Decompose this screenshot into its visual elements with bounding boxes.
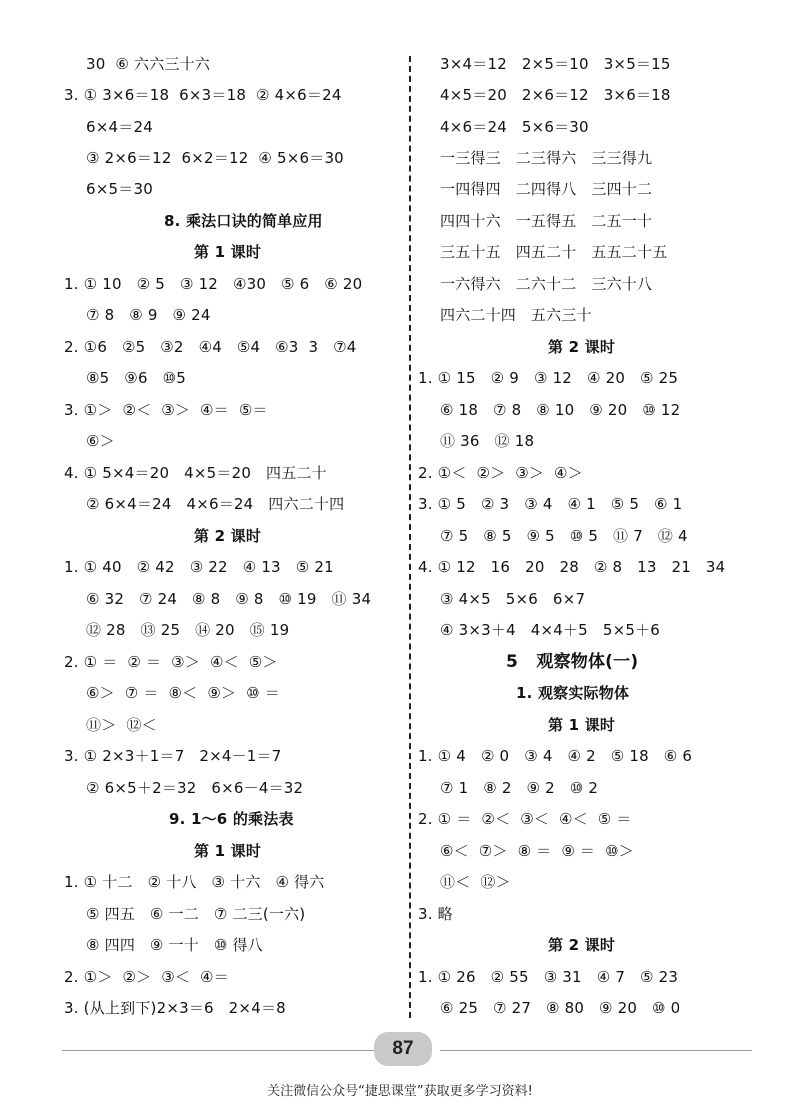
right-answer-line: 3. 略 [418,905,453,923]
left-answer-line: 6×5＝30 [86,180,153,198]
footer-note: 关注微信公众号“捷思课堂”获取更多学习资料! [267,1084,533,1099]
right-answer-line: 4×6＝24 5×6＝30 [440,118,589,136]
left-section-heading: 第 2 课时 [194,527,262,545]
right-answer-line: ⑥＜ ⑦＞ ⑧ ＝ ⑨ ＝ ⑩＞ [440,842,634,860]
left-answer-line: 3. ①＞ ②＜ ③＞ ④＝ ⑤＝ [64,401,268,419]
left-answer-line: ② 6×4＝24 4×6＝24 四六二十四 [86,495,345,513]
right-section-heading: 第 2 课时 [548,936,616,954]
left-answer-line: ⑥＞ [86,432,115,450]
right-section-heading: 第 1 课时 [548,716,616,734]
left-answer-line: ⑥ 32 ⑦ 24 ⑧ 8 ⑨ 8 ⑩ 19 ⑪ 34 [86,590,372,608]
right-answer-line: 1. ① 4 ② 0 ③ 4 ④ 2 ⑤ 18 ⑥ 6 [418,747,693,765]
right-answer-line: 一三得三 二三得六 三三得九 [440,149,653,167]
left-answer-line: 1. ① 十二 ② 十八 ③ 十六 ④ 得六 [64,873,325,891]
right-answer-line: 2. ① ＝ ②＜ ③＜ ④＜ ⑤ ＝ [418,810,632,828]
footer-rule-right [440,1050,752,1051]
right-section-heading: 5 观察物体(一) [506,652,639,672]
left-answer-line: ⑤ 四五 ⑥ 一二 ⑦ 二三(一六) [86,905,306,923]
right-answer-line: 3×4＝12 2×5＝10 3×5＝15 [440,55,671,73]
right-answer-line: 3. ① 5 ② 3 ③ 4 ④ 1 ⑤ 5 ⑥ 1 [418,495,683,513]
left-answer-line: ⑫ 28 ⑬ 25 ⑭ 20 ⑮ 19 [86,621,290,639]
footer-rule-left [62,1050,378,1051]
left-section-heading: 第 1 课时 [194,842,262,860]
right-answer-line: ④ 3×3＋4 4×4＋5 5×5＋6 [440,621,661,639]
right-answer-line: 四四十六 一五得五 二五一十 [440,212,653,230]
left-section-heading: 9. 1～6 的乘法表 [169,810,294,828]
right-answer-line: 三五十五 四五二十 五五二十五 [440,243,668,261]
left-answer-line: 2. ① ＝ ② ＝ ③＞ ④＜ ⑤＞ [64,653,278,671]
left-answer-line: ⑧5 ⑨6 ⑩5 [86,369,186,387]
right-answer-line: ⑪ 36 ⑫ 18 [440,432,535,450]
right-answer-line: ⑦ 5 ⑧ 5 ⑨ 5 ⑩ 5 ⑪ 7 ⑫ 4 [440,527,688,545]
right-answer-line: ⑥ 25 ⑦ 27 ⑧ 80 ⑨ 20 ⑩ 0 [440,999,681,1017]
left-answer-line: 2. ①＞ ②＞ ③＜ ④＝ [64,968,229,986]
left-answer-line: 1. ① 10 ② 5 ③ 12 ④30 ⑤ 6 ⑥ 20 [64,275,363,293]
left-answer-line: ⑪＞ ⑫＜ [86,716,157,734]
left-answer-line: 6×4＝24 [86,118,153,136]
right-answer-line: 四六二十四 五六三十 [440,306,592,324]
right-answer-line: 4. ① 12 16 20 28 ② 8 13 21 34 [418,558,726,576]
right-answer-line: ⑪＜ ⑫＞ [440,873,511,891]
right-answer-line: 4×5＝20 2×6＝12 3×6＝18 [440,86,671,104]
left-answer-line: 3. ① 3×6＝18 6×3＝18 ② 4×6＝24 [64,86,342,104]
right-answer-line: ⑥ 18 ⑦ 8 ⑧ 10 ⑨ 20 ⑩ 12 [440,401,681,419]
column-divider [409,56,411,1018]
right-answer-line: 一四得四 二四得八 三四十二 [440,180,653,198]
right-answer-line: 一六得六 二六十二 三六十八 [440,275,653,293]
right-answer-line: ⑦ 1 ⑧ 2 ⑨ 2 ⑩ 2 [440,779,599,797]
left-answer-line: ⑧ 四四 ⑨ 一十 ⑩ 得八 [86,936,263,954]
left-section-heading: 8. 乘法口诀的简单应用 [164,212,323,230]
right-answer-line: ③ 4×5 5×6 6×7 [440,590,586,608]
right-answer-line: 1. ① 15 ② 9 ③ 12 ④ 20 ⑤ 25 [418,369,679,387]
left-answer-line: 4. ① 5×4＝20 4×5＝20 四五二十 [64,464,327,482]
left-answer-line: 3. ① 2×3＋1＝7 2×4－1＝7 [64,747,282,765]
left-answer-line: 3. (从上到下)2×3＝6 2×4＝8 [64,999,286,1017]
page-number: 87 [392,1038,414,1059]
left-answer-line: ⑥＞ ⑦ ＝ ⑧＜ ⑨＞ ⑩ ＝ [86,684,280,702]
left-answer-line: ⑦ 8 ⑧ 9 ⑨ 24 [86,306,211,324]
left-answer-line: 30 ⑥ 六六三十六 [86,55,211,73]
left-answer-line: ② 6×5＋2＝32 6×6－4＝32 [86,779,304,797]
left-answer-line: ③ 2×6＝12 6×2＝12 ④ 5×6＝30 [86,149,344,167]
right-answer-line: 1. ① 26 ② 55 ③ 31 ④ 7 ⑤ 23 [418,968,679,986]
right-answer-line: 2. ①＜ ②＞ ③＞ ④＞ [418,464,583,482]
left-answer-line: 2. ①6 ②5 ③2 ④4 ⑤4 ⑥3 3 ⑦4 [64,338,357,356]
right-section-heading: 1. 观察实际物体 [516,684,630,702]
right-section-heading: 第 2 课时 [548,338,616,356]
left-answer-line: 1. ① 40 ② 42 ③ 22 ④ 13 ⑤ 21 [64,558,334,576]
page-number-badge [374,1032,432,1066]
left-section-heading: 第 1 课时 [194,243,262,261]
